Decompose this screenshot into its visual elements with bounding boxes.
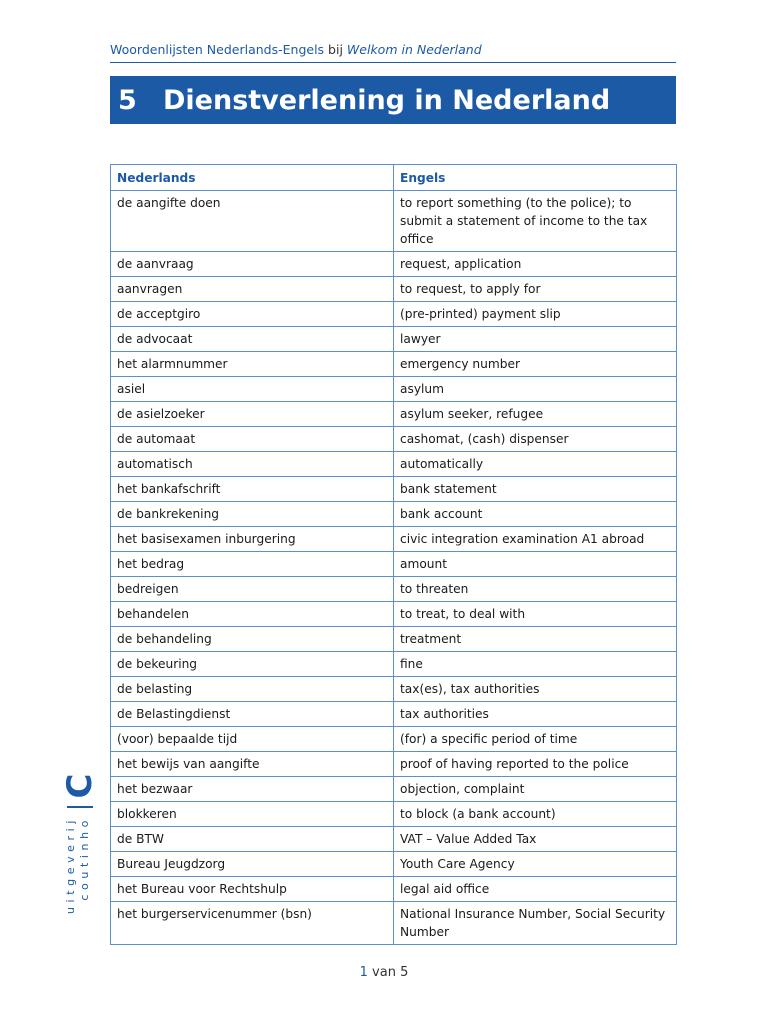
term-nederlands: het bankafschrift bbox=[111, 477, 394, 502]
term-nederlands: de behandeling bbox=[111, 627, 394, 652]
table-body bbox=[111, 191, 677, 945]
term-engels: VAT – Value Added Tax bbox=[394, 827, 677, 852]
publisher-logo-mark: C bbox=[60, 773, 100, 799]
term-nederlands: de aanvraag bbox=[111, 252, 394, 277]
term-engels: (for) a specific period of time bbox=[394, 727, 677, 752]
table-row bbox=[111, 352, 677, 377]
publisher-logo bbox=[62, 768, 98, 940]
term-nederlands: bedreigen bbox=[111, 577, 394, 602]
term-engels: National Insurance Number, Social Security Number bbox=[394, 902, 677, 945]
table-row bbox=[111, 577, 677, 602]
term-engels: (pre-printed) payment slip bbox=[394, 302, 677, 327]
term-nederlands: de belasting bbox=[111, 677, 394, 702]
table-row bbox=[111, 802, 677, 827]
chapter-heading bbox=[110, 76, 676, 124]
term-nederlands: het alarmnummer bbox=[111, 352, 394, 377]
table-row bbox=[111, 727, 677, 752]
term-nederlands: behandelen bbox=[111, 602, 394, 627]
table-row bbox=[111, 327, 677, 352]
term-nederlands: de advocaat bbox=[111, 327, 394, 352]
term-engels: treatment bbox=[394, 627, 677, 652]
page-total: van 5 bbox=[372, 965, 409, 980]
table-row bbox=[111, 902, 677, 945]
term-engels: tax(es), tax authorities bbox=[394, 677, 677, 702]
table-row bbox=[111, 652, 677, 677]
publisher-name-line1: uitgeverij bbox=[64, 816, 77, 915]
running-header bbox=[110, 42, 676, 63]
table-row bbox=[111, 502, 677, 527]
table-row bbox=[111, 402, 677, 427]
term-engels: to threaten bbox=[394, 577, 677, 602]
book-title: Welkom in Nederland bbox=[346, 42, 482, 57]
term-nederlands: de automaat bbox=[111, 427, 394, 452]
term-engels: to request, to apply for bbox=[394, 277, 677, 302]
term-nederlands: automatisch bbox=[111, 452, 394, 477]
page-footer bbox=[0, 965, 768, 980]
term-engels: amount bbox=[394, 552, 677, 577]
table-row bbox=[111, 602, 677, 627]
term-nederlands: aanvragen bbox=[111, 277, 394, 302]
term-nederlands: de bekeuring bbox=[111, 652, 394, 677]
term-engels: legal aid office bbox=[394, 877, 677, 902]
term-nederlands: asiel bbox=[111, 377, 394, 402]
table-row bbox=[111, 852, 677, 877]
header-connector: bij bbox=[328, 42, 343, 57]
term-engels: tax authorities bbox=[394, 702, 677, 727]
column-header-nederlands: Nederlands bbox=[111, 165, 394, 191]
term-nederlands: (voor) bepaalde tijd bbox=[111, 727, 394, 752]
term-engels: cashomat, (cash) dispenser bbox=[394, 427, 677, 452]
term-nederlands: de bankrekening bbox=[111, 502, 394, 527]
publisher-name-line2: coutinho bbox=[78, 816, 91, 901]
term-engels: request, application bbox=[394, 252, 677, 277]
term-nederlands: de aangifte doen bbox=[111, 191, 394, 252]
term-nederlands: de Belastingdienst bbox=[111, 702, 394, 727]
table-row bbox=[111, 252, 677, 277]
term-nederlands: blokkeren bbox=[111, 802, 394, 827]
table-row bbox=[111, 191, 677, 252]
chapter-title: Dienstverlening in Nederland bbox=[163, 84, 611, 116]
table-row bbox=[111, 777, 677, 802]
table-row bbox=[111, 752, 677, 777]
term-engels: asylum seeker, refugee bbox=[394, 402, 677, 427]
term-engels: proof of having reported to the police bbox=[394, 752, 677, 777]
term-engels: automatically bbox=[394, 452, 677, 477]
term-engels: Youth Care Agency bbox=[394, 852, 677, 877]
term-nederlands: de asielzoeker bbox=[111, 402, 394, 427]
term-nederlands: het burgerservicenummer (bsn) bbox=[111, 902, 394, 945]
term-engels: to block (a bank account) bbox=[394, 802, 677, 827]
term-engels: asylum bbox=[394, 377, 677, 402]
term-nederlands: het Bureau voor Rechtshulp bbox=[111, 877, 394, 902]
term-nederlands: de acceptgiro bbox=[111, 302, 394, 327]
table-header-row bbox=[111, 165, 677, 191]
table-row bbox=[111, 827, 677, 852]
table-row bbox=[111, 552, 677, 577]
table-row bbox=[111, 677, 677, 702]
table-row bbox=[111, 452, 677, 477]
table-row bbox=[111, 377, 677, 402]
table-row bbox=[111, 527, 677, 552]
term-nederlands: het bedrag bbox=[111, 552, 394, 577]
table-row bbox=[111, 277, 677, 302]
table-row bbox=[111, 702, 677, 727]
term-nederlands: het basisexamen inburgering bbox=[111, 527, 394, 552]
term-nederlands: het bewijs van aangifte bbox=[111, 752, 394, 777]
table-row bbox=[111, 627, 677, 652]
vocabulary-table bbox=[110, 164, 677, 945]
term-engels: emergency number bbox=[394, 352, 677, 377]
table-row bbox=[111, 877, 677, 902]
logo-divider bbox=[67, 806, 93, 808]
term-engels: bank statement bbox=[394, 477, 677, 502]
table-row bbox=[111, 302, 677, 327]
term-engels: lawyer bbox=[394, 327, 677, 352]
series-title: Woordenlijsten Nederlands-Engels bbox=[110, 42, 325, 57]
term-engels: to report something (to the police); to submit a statement of income to the tax office bbox=[394, 191, 677, 252]
table-row bbox=[111, 427, 677, 452]
table-row bbox=[111, 477, 677, 502]
term-engels: fine bbox=[394, 652, 677, 677]
term-engels: to treat, to deal with bbox=[394, 602, 677, 627]
term-nederlands: de BTW bbox=[111, 827, 394, 852]
column-header-engels: Engels bbox=[394, 165, 677, 191]
term-nederlands: Bureau Jeugdzorg bbox=[111, 852, 394, 877]
term-engels: civic integration examination A1 abroad bbox=[394, 527, 677, 552]
page-number: 1 bbox=[359, 965, 368, 980]
term-engels: objection, complaint bbox=[394, 777, 677, 802]
term-engels: bank account bbox=[394, 502, 677, 527]
chapter-number: 5 bbox=[118, 84, 137, 116]
term-nederlands: het bezwaar bbox=[111, 777, 394, 802]
